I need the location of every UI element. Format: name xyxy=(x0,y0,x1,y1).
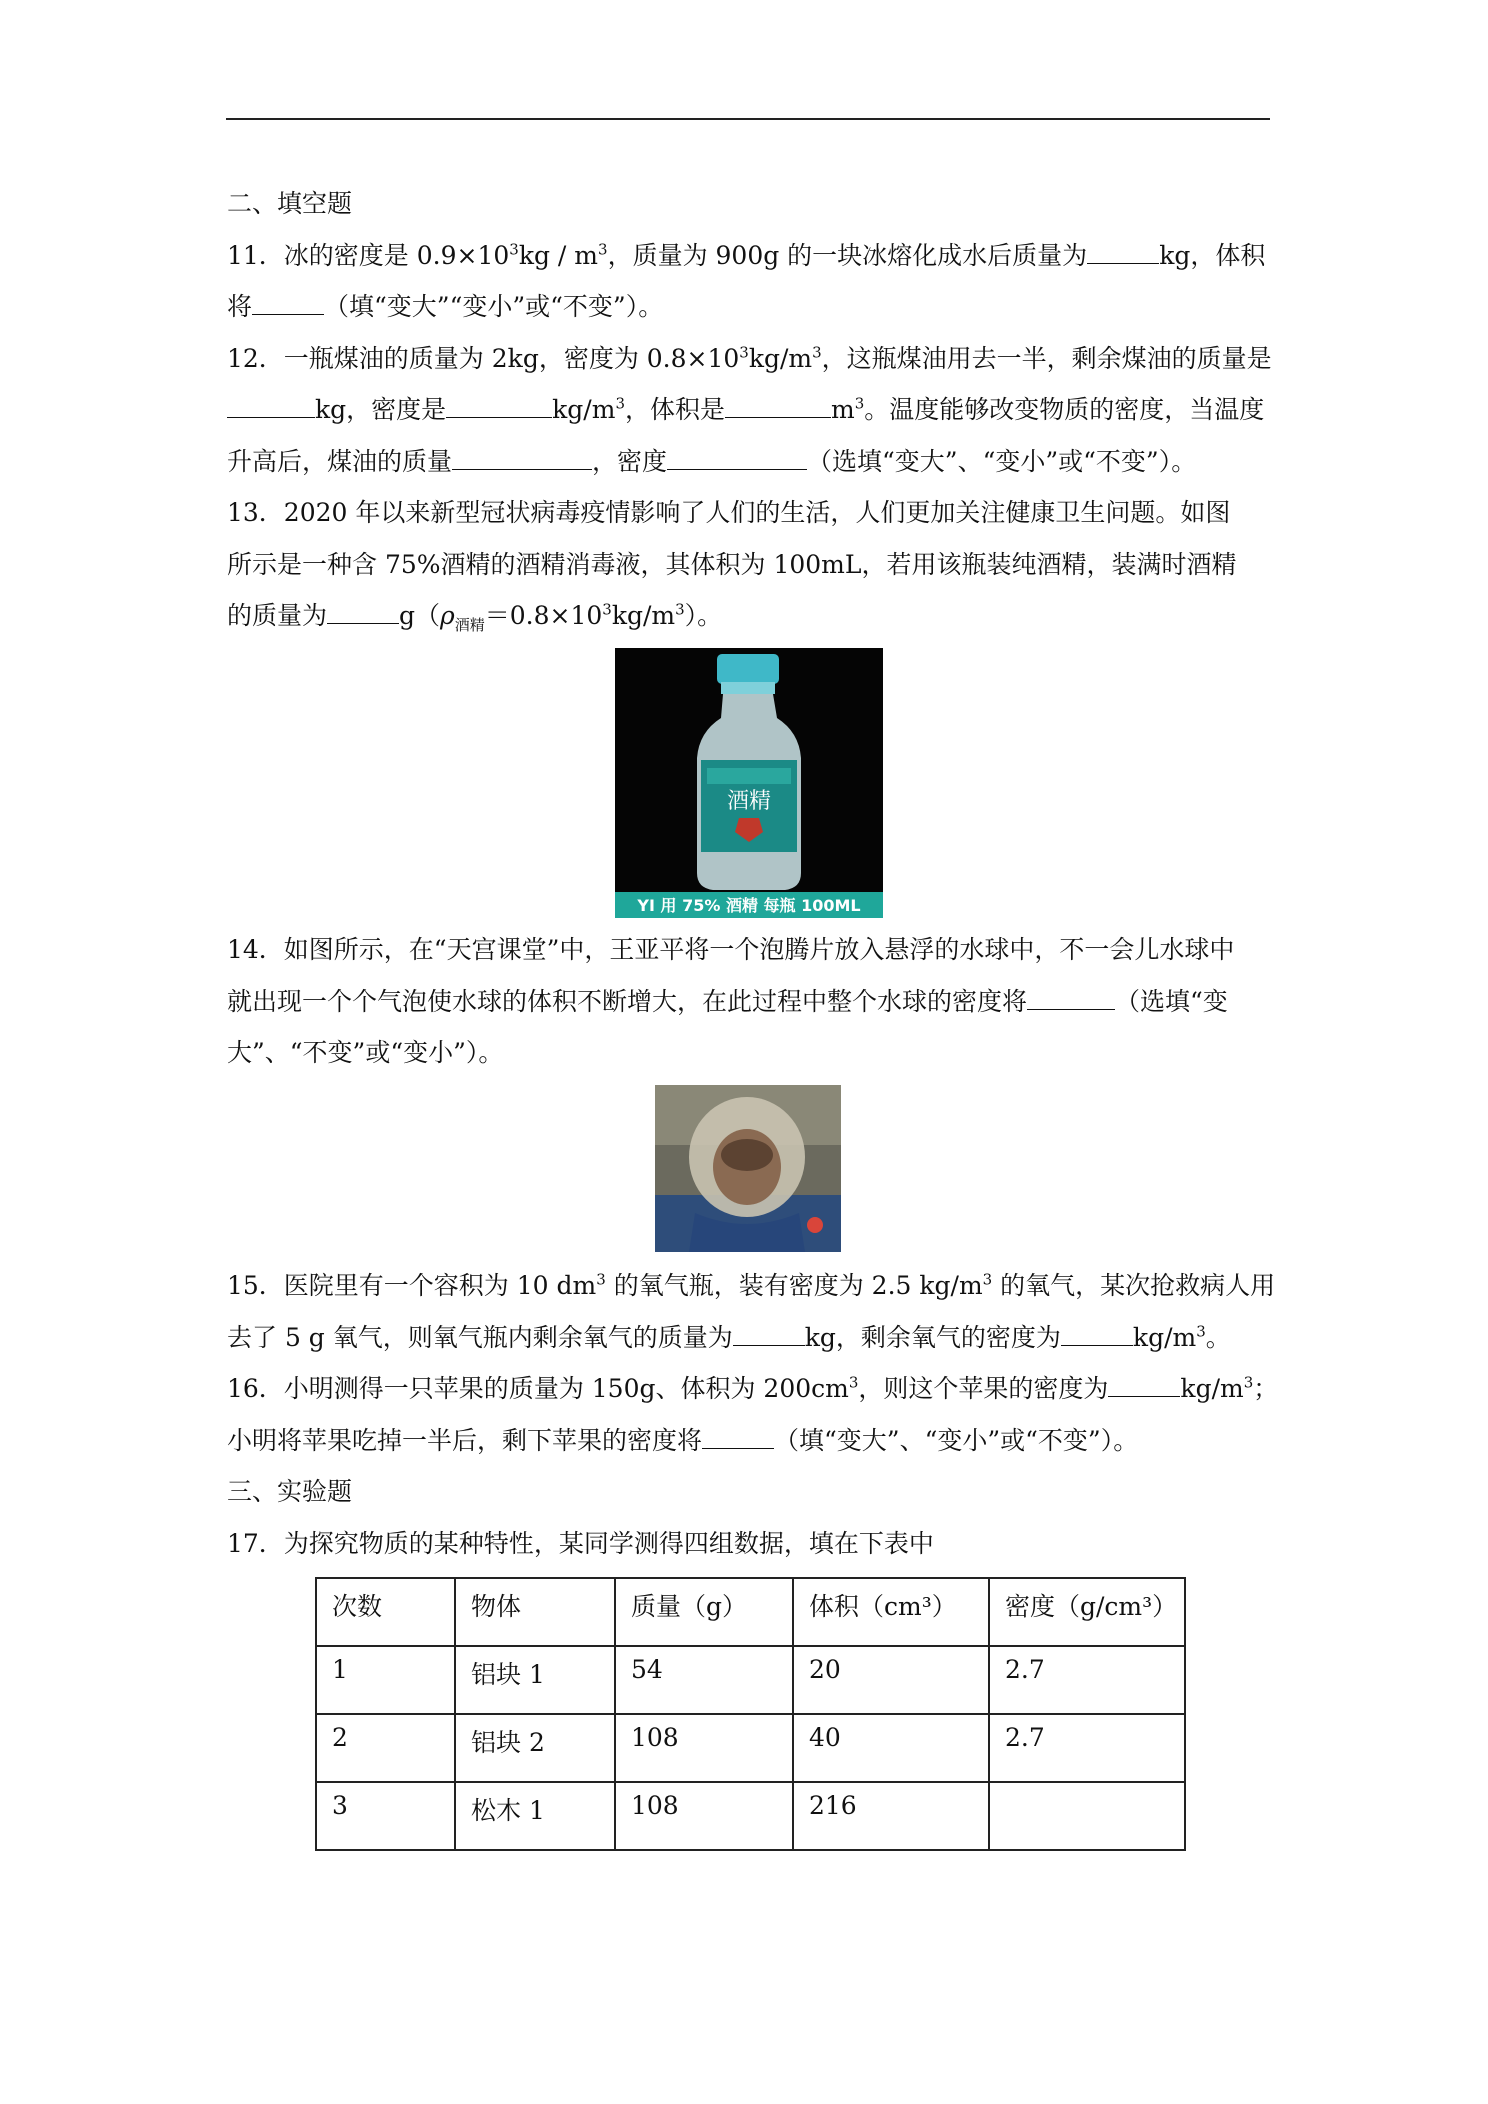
table-header-cell: 物体 xyxy=(455,1578,615,1646)
q11-sup: 3 xyxy=(509,240,519,259)
q12-line3 xyxy=(227,436,1270,488)
q14-line3: 大”、“不变”或“变小”）。 xyxy=(227,1038,504,1067)
bottle-label-text: 酒精 xyxy=(726,789,772,814)
q13-sup: 3 xyxy=(602,600,612,619)
rho-symbol: ρ xyxy=(440,601,455,630)
q14-line2 xyxy=(227,976,1270,1028)
q13-text: ）。 xyxy=(684,601,723,630)
q11-text: （填“变大”“变小”或“不变”）。 xyxy=(324,292,664,321)
table-cell: 2.7 xyxy=(989,1714,1185,1782)
q12-unit-sup: 3 xyxy=(812,343,822,362)
section-heading-experiment: 三、实验题 xyxy=(227,1477,353,1506)
q11-unit-sup: 3 xyxy=(598,240,608,259)
q14-text: （选填“变 xyxy=(1115,986,1228,1016)
q15-sup: 3 xyxy=(596,1270,606,1289)
q15-blank-1[interactable] xyxy=(733,1319,805,1346)
rho-subscript: 酒精 xyxy=(454,616,485,634)
table-row xyxy=(316,1714,1185,1782)
q17-line1: 17．为探究物质的某种特性，某同学测得四组数据，填在下表中 xyxy=(227,1528,934,1558)
q12-sup: 3 xyxy=(739,343,749,362)
table-row xyxy=(316,1782,1185,1850)
table-row xyxy=(316,1646,1185,1714)
q15-blank-2[interactable] xyxy=(1061,1319,1133,1346)
q15-text: 的氧气瓶，装有密度为 2.5 kg/m xyxy=(605,1271,983,1300)
table-cell: 216 xyxy=(793,1782,989,1850)
table-cell: 2.7 xyxy=(989,1646,1185,1714)
q15-line2 xyxy=(227,1312,1270,1364)
table-cell: 20 xyxy=(793,1646,989,1714)
q16-text: ； xyxy=(1253,1374,1279,1403)
q16-blank-2[interactable] xyxy=(702,1422,774,1449)
q16-text: ，则这个苹果的密度为 xyxy=(858,1374,1109,1403)
table-header-cell: 次数 xyxy=(316,1578,455,1646)
q15-line1 xyxy=(227,1260,1276,1312)
table-cell: 铝块 2 xyxy=(455,1714,615,1782)
q13-text: 的质量为 xyxy=(227,601,328,630)
q16-text: 16．小明测得一只苹果的质量为 150g、体积为 200cm xyxy=(227,1374,849,1403)
q15-text: 去了 5 g 氧气，则氧气瓶内剩余氧气的质量为 xyxy=(227,1322,733,1352)
table-cell: 2 xyxy=(316,1714,455,1782)
q11-unit: kg / m xyxy=(518,240,599,270)
q15-unit-sup: 3 xyxy=(1196,1322,1206,1341)
table-cell: 松木 1 xyxy=(455,1782,615,1850)
table-cell: 1 xyxy=(316,1646,455,1714)
table-cell: 54 xyxy=(615,1646,793,1714)
q16-text: 小明将苹果吃掉一半后，剩下苹果的密度将 xyxy=(227,1425,703,1455)
q14-block xyxy=(227,924,1270,1079)
q15-text: kg，剩余氧气的密度为 xyxy=(804,1322,1061,1352)
q12-blank-2[interactable] xyxy=(446,391,552,418)
q12-text: kg，密度是 xyxy=(315,395,447,424)
q12-unit: m xyxy=(831,395,855,424)
q12-text: 。温度能够改变物质的密度，当温度 xyxy=(864,395,1265,424)
q16-sup: 3 xyxy=(848,1373,859,1392)
q16-unit: kg/m xyxy=(1180,1374,1244,1403)
page-content xyxy=(227,178,1270,642)
q11-line1 xyxy=(227,230,1270,282)
q11-text: kg，体积 xyxy=(1159,240,1266,270)
section-heading-fill-blank: 二、填空题 xyxy=(227,189,353,218)
alcohol-bottle-image xyxy=(615,648,883,918)
q13-line1: 13．2020 年以来新型冠状病毒疫情影响了人们的生活，人们更加关注健康卫生问题。如图 xyxy=(227,498,1231,527)
q12-unit-sup: 3 xyxy=(854,394,865,413)
q12-text: ，体积是 xyxy=(624,395,725,424)
table-header-cell: 体积（cm³） xyxy=(793,1578,989,1646)
q13-line3 xyxy=(227,590,1270,642)
q11-text: ，质量为 900g 的一块冰熔化成水后质量为 xyxy=(607,240,1088,270)
q16-line2 xyxy=(227,1415,1270,1467)
table-cell: 108 xyxy=(615,1714,793,1782)
q12-unit: kg/m xyxy=(748,343,813,373)
water-ball-photo xyxy=(655,1085,841,1252)
q12-text: 12．一瓶煤油的质量为 2kg，密度为 0.8×10 xyxy=(227,343,740,373)
q13-text: ＝0.8×10 xyxy=(484,601,603,630)
q16-text: （填“变大”、“变小”或“不变”）。 xyxy=(774,1425,1139,1455)
q14-text: 就出现一个个气泡使水球的体积不断增大，在此过程中整个水球的密度将 xyxy=(227,986,1028,1016)
q11-text: 将 xyxy=(227,292,253,321)
q13-line2: 所示是一种含 75%酒精的酒精消毒液，其体积为 100mL，若用该瓶装纯酒精，装满时酒精 xyxy=(227,549,1237,579)
table-cell: 108 xyxy=(615,1782,793,1850)
q16-blank-1[interactable] xyxy=(1108,1370,1180,1397)
q12-text: （选填“变大”、“变小”或“不变”）。 xyxy=(807,446,1197,476)
q13-text: g（ xyxy=(399,601,441,630)
q12-blank-4[interactable] xyxy=(452,443,592,470)
q12-blank-5[interactable] xyxy=(667,443,807,470)
table-cell: 铝块 1 xyxy=(455,1646,615,1714)
table-header-cell: 密度（g/cm³） xyxy=(989,1578,1185,1646)
q15-unit: kg/m xyxy=(1132,1322,1197,1352)
header-rule xyxy=(226,118,1270,120)
q16-line1 xyxy=(227,1363,1279,1415)
q12-text: ，密度 xyxy=(592,446,668,476)
q14-blank-1[interactable] xyxy=(1027,983,1115,1010)
q15-sup: 3 xyxy=(982,1270,993,1289)
q11-blank-2[interactable] xyxy=(252,288,324,315)
table-cell: 3 xyxy=(316,1782,455,1850)
table-header-cell: 质量（g） xyxy=(615,1578,793,1646)
q13-blank-1[interactable] xyxy=(327,597,399,624)
table-header-row xyxy=(316,1578,1185,1646)
q12-text: ，这瓶煤油用去一半，剩余煤油的质量是 xyxy=(821,343,1272,373)
q15-text: 。 xyxy=(1205,1322,1231,1352)
q15-text: 的氧气，某次抢救病人用 xyxy=(992,1271,1276,1300)
q14-line1: 14．如图所示，在“天宫课堂”中，王亚平将一个泡腾片放入悬浮的水球中，不一会儿水球中 xyxy=(227,935,1235,964)
q15-text: 15．医院里有一个容积为 10 dm xyxy=(227,1271,597,1300)
q12-text: 升高后，煤油的质量 xyxy=(227,446,453,476)
q11-text: 11．冰的密度是 0.9×10 xyxy=(227,240,510,270)
q11-line2 xyxy=(227,281,1270,333)
q16-unit-sup: 3 xyxy=(1243,1373,1254,1392)
q12-line2 xyxy=(227,384,1270,436)
table-cell: 40 xyxy=(793,1714,989,1782)
table-cell-empty[interactable] xyxy=(989,1782,1185,1850)
q12-blank-3[interactable] xyxy=(725,391,831,418)
q12-line1 xyxy=(227,333,1270,385)
q12-blank-1[interactable] xyxy=(227,391,315,418)
q13-unit-sup: 3 xyxy=(675,600,685,619)
q15-q17-block xyxy=(227,1260,1279,1569)
data-table xyxy=(315,1577,1186,1851)
q12-unit: kg/m xyxy=(552,395,616,424)
q12-unit-sup: 3 xyxy=(615,394,625,413)
q13-unit: kg/m xyxy=(611,601,676,630)
q11-blank-1[interactable] xyxy=(1087,237,1159,264)
bottle-caption: YI 用 75% 酒精 每瓶 100ML xyxy=(637,896,861,915)
